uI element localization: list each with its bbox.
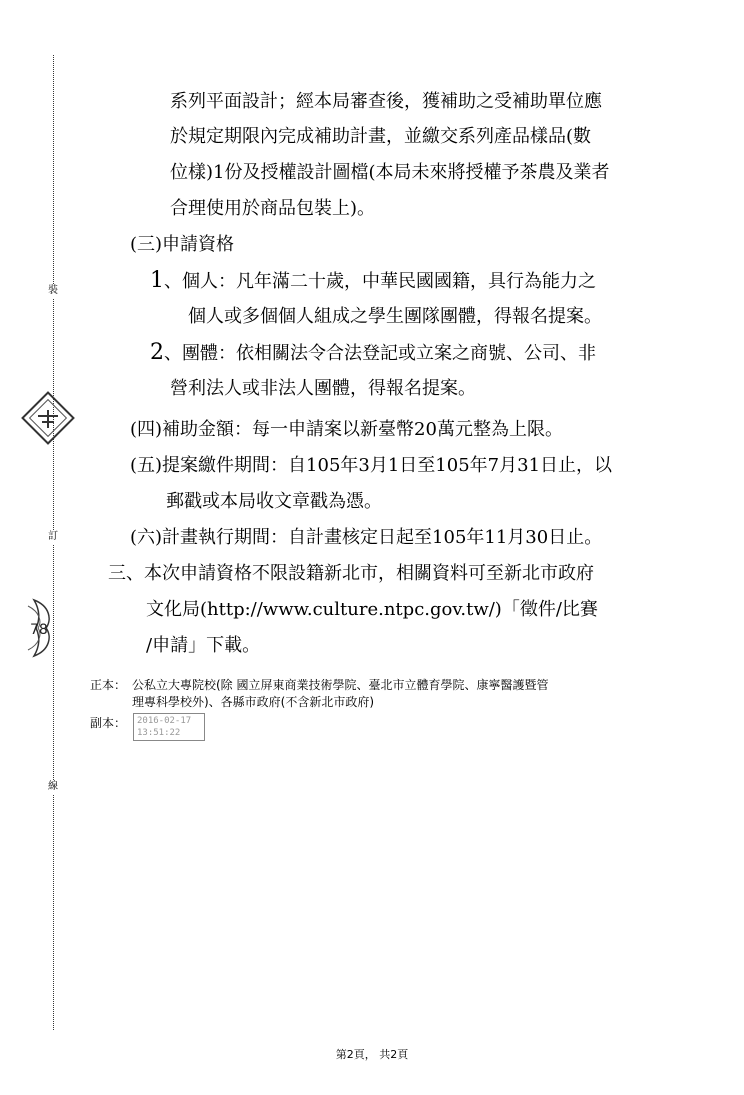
item-2-number: 2 — [150, 340, 164, 365]
binding-mark-zhuang: 裝 — [48, 285, 58, 296]
body-line-2: 於規定期限內完成補助計畫，並繳交系列產品樣品(數 — [170, 126, 592, 147]
item-1-number: 1 — [150, 268, 164, 293]
section-3-item-1 — [150, 269, 596, 294]
section-3-item-2 — [150, 341, 596, 366]
binding-mark-xian: 線 — [48, 781, 58, 792]
stamp-time: 13:51:22 — [137, 728, 181, 738]
recipients-main-line-1: 公私立大專院校(除 國立屏東商業技術學院、臺北市立體育學院、康寧醫護暨管 — [132, 678, 549, 692]
body-line-3: 位樣)1份及授權設計圖檔(本局未來將授權予茶農及業者 — [170, 162, 610, 183]
item-3: 三、本次申請資格不限設籍新北市，相關資料可至新北市政府 — [108, 563, 594, 584]
page-seal-icon — [14, 598, 54, 658]
recipients-main-line-2: 理專科學校外)、各縣市政府(不含新北市政府) — [132, 695, 375, 709]
section-6: (六)計畫執行期間：自計畫核定日起至105年11月30日止。 — [130, 527, 603, 548]
section-3-item-2-cont: 營利法人或非法人團體，得報名提案。 — [170, 378, 476, 399]
binding-mark-ding: 訂 — [48, 531, 58, 542]
body-line-1: 系列平面設計；經本局審查後，獲補助之受補助單位應 — [170, 91, 602, 112]
item-1-text: 、個人：凡年滿二十歲，中華民國國籍，具行為能力之 — [164, 271, 596, 292]
item-2-text: 、團體：依相關法令合法登記或立案之商號、公司、非 — [164, 343, 596, 364]
item-3-cont-2: /申請」下載。 — [146, 635, 261, 656]
page-footer: 第2頁， 共2頁 — [335, 1048, 409, 1061]
section-5: (五)提案繳件期間：自105年3月1日至105年7月31日止，以 — [130, 455, 613, 476]
section-3-heading: (三)申請資格 — [130, 234, 235, 255]
section-5-cont: 郵戳或本局收文章戳為憑。 — [166, 491, 382, 512]
receipt-stamp — [133, 713, 205, 741]
body-line-4: 合理使用於商品包裝上)。 — [170, 198, 376, 219]
recipients-copy-label: 副本： — [90, 716, 127, 730]
section-4: (四)補助金額：每一申請案以新臺幣20萬元整為上限。 — [130, 419, 563, 440]
section-3-item-1-cont: 個人或多個個人組成之學生團隊團體，得報名提案。 — [188, 306, 602, 327]
official-seal-icon — [18, 388, 78, 448]
recipients-main-label: 正本： — [90, 678, 127, 692]
item-3-cont-1: 文化局(http://www.culture.ntpc.gov.tw/)「徵件/比賽 — [146, 599, 598, 620]
stamp-date: 2016-02-17 — [137, 716, 192, 726]
page-seal-number: 78 — [30, 622, 48, 638]
